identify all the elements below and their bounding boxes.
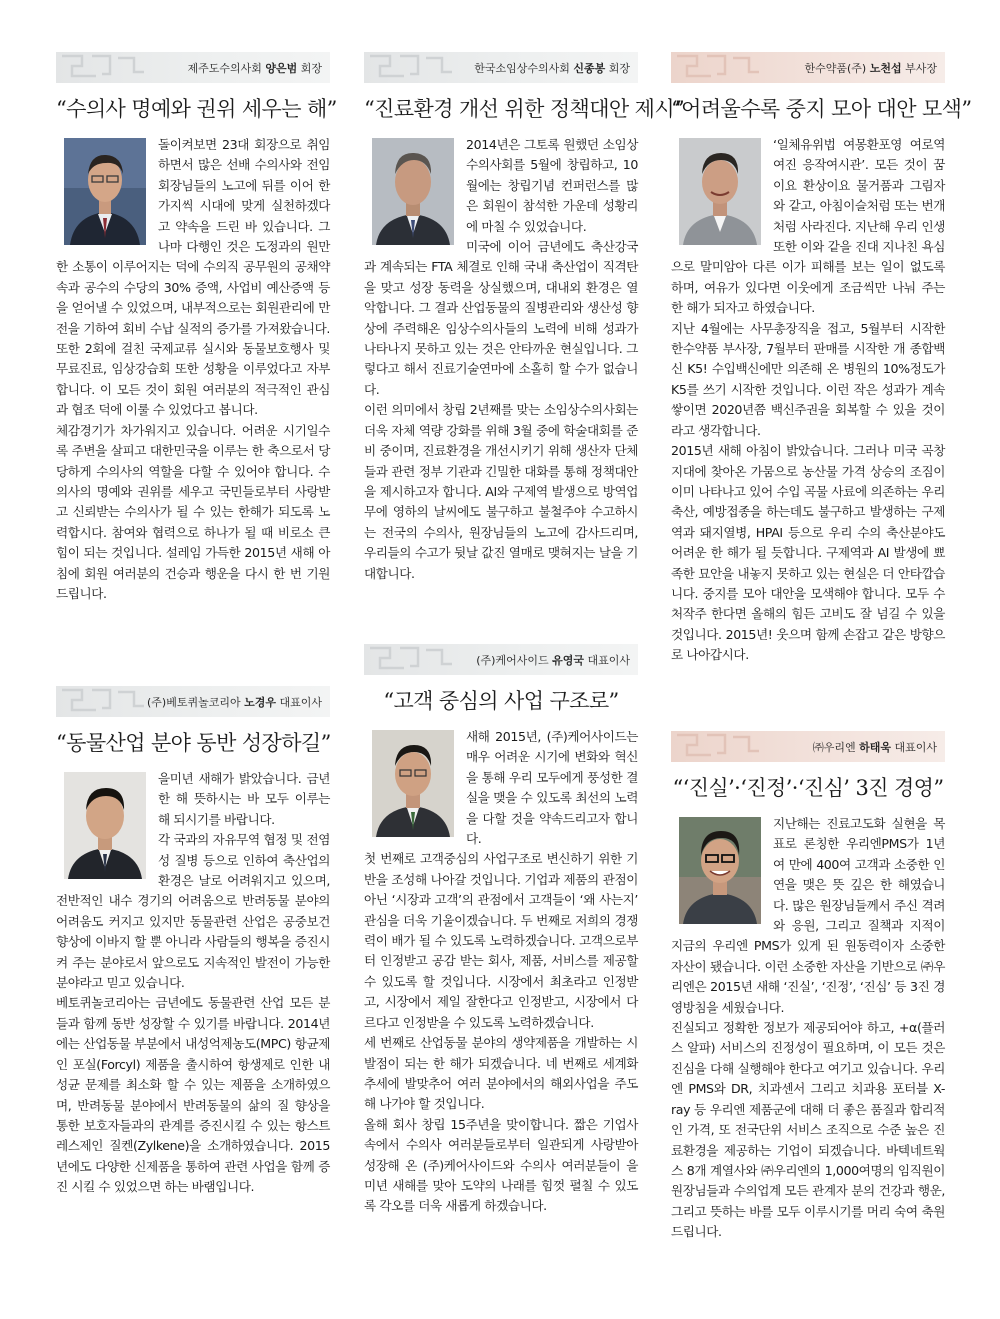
- pattern-ornament: [364, 52, 484, 83]
- article-headline: “어려울수록 중지 모아 대안 모색”: [671, 97, 972, 121]
- byline-name: 노경우: [244, 696, 276, 709]
- article-headline: “고객 중심의 사업 구조로”: [383, 689, 619, 713]
- portrait-photo: [64, 772, 146, 879]
- article-headline: “진료환경 개선 위한 정책대안 제시”: [364, 97, 685, 121]
- article-body: 을미년 새해가 밝았습니다. 금년 한 해 뜻하시는 바 모두 이루는 해 되시기를 바랍니다. 각 국과의 자유무역 협정 및 전염성 질병 등으로 인하여 축산업의 환경은 날로 어려워지고 있으며, 전반적인 내수 경기의 어려움으로 반려동물 분야의 어려움도 커지고 있지만 동물관련 산업은 공중보건 향상에 이바지 할 뿐 아니라 사람들의 행복을 증진시켜 주는 분야로서 앞으로도 지속적인 발전이 가능한 분야라고 믿고 있습니다. 베토퀴놀코리아는 금년에도 동물관련 산업 모든 분들과 함께 동반 성장할 수 있기를 바랍니다. 2014년에는 산업동물 부분에서 내성억제농도(MPC) 항균제인 포실(Forcyl) 제품을 출시하여 항생제로 인한 내성균 문제를 최소화 할 수 있는 제품을 소개하였으며, 반려동물 분야에서 반려동물의 삶의 질 향상을 통한 보호자들과의 관계를 증진시킬 수 있는 항스트레스제인 질켄(Zylkene)을 소개하였습니다. 2015년에도 다양한 신제품을 통하여 관련 사업을 함께 증진 시킬 수 있었으면 하는 바램입니다.: [56, 771, 330, 1195]
- portrait-photo: [372, 138, 454, 245]
- article-careside: [364, 644, 638, 1217]
- pattern-ornament: [671, 731, 791, 762]
- byline: [813, 739, 937, 755]
- byline-title: 대표이사: [894, 741, 937, 754]
- byline-org: ㈜우리엔: [812, 741, 856, 754]
- byline-title: 회장: [300, 62, 322, 75]
- byline-name: 하태욱: [859, 741, 891, 754]
- byline-org: (주)베토퀴놀코리아: [147, 696, 241, 709]
- byline-band: [56, 52, 330, 83]
- byline-org: 한수약품(주): [804, 62, 867, 75]
- byline-name: 신종봉: [573, 62, 606, 75]
- byline: [476, 652, 630, 668]
- byline-band: [671, 52, 945, 83]
- byline: [187, 60, 322, 76]
- byline: [474, 60, 630, 76]
- article-body: ‘일체유위법 여몽환포영 여로역여진 응작여시관’. 모든 것이 꿈이요 환상이요 물거품과 그림자와 같고, 아침이슬처럼 또는 번개처럼 사라진다. 지난해 우리 인생 또한 이와 같을 진대 지나친 욕심으로 말미암아 다른 이가 피해를 보는 일이 없도록 하며, 여유가 있다면 이웃에게 조금씩만 나눠 주는 한 해가 되자고 하였습니다. 지난 4월에는 사무총장직을 접고, 5월부터 시작한 한수약품 부사장, 7월부터 판매를 시작한 개 종합백신 K5! 수입백신에만 의존해 온 병원의 10%정도가 K5를 쓰기 시작한 것입니다. 이런 작은 성과가 계속 쌓이면 2020년쯤 백신주권을 회복할 수 있을 것이라고 생각합니다. 2015년 새해 아침이 밝았습니다. 그러나 미국 곡창지대에 찾아온 가뭄으로 농산물 가격 상승의 조짐이 이미 나타나고 있어 수입 곡물 사료에 의존하는 우리 축산, 예방접종을 하는데도 불구하고 발생하는 구제역과 돼지열병, HPAI 등으로 우리 수의 축산분야도 어려운 한 해가 될 듯합니다. 구제역과 AI 발생에 뾰족한 묘안을 내놓지 못하고 있는 현실은 더 안타깝습니다. 중지를 모아 대안을 모색해야 합니다. 모두 수처작주 한다면 올해의 힘든 고비도 잘 넘길 수 있을 것입니다. 2015년! 웃으며 함께 손잡고 같은 방향으로 나아갑시다.: [671, 137, 945, 663]
- article-cattle-vets: [364, 52, 685, 584]
- article-hansoo: [671, 52, 972, 666]
- article-body: 돌이켜보면 23대 회장으로 취임하면서 많은 선배 수의사와 전임 회장님들의 노고에 뒤를 이어 한 가지씩 시대에 맞게 실천하겠다고 약속을 드린 바 있습니다. 그나마 다행인 것은 도정과의 원만한 소통이 이루어지는 덕에 수의직 공무원의 공채약속과 공수의 수당의 30% 증액, 사업비 예산증액 등을 얻어낼 수 있었으며, 내부적으로는 회원관리에 만전을 기하여 회비 수납 실적의 증가를 가져왔습니다. 또한 2회에 걸친 국제교류 실시와 동물보호행사 및 무료진료, 임상강습회 또한 성황을 이루었다고 자부합니다. 이 모든 것이 회원 여러분의 적극적인 관심과 협조 덕에 이룰 수 있었다고 봅니다. 체감경기가 차가워지고 있습니다. 어려운 시기일수록 주변을 살피고 대한민국을 이루는 한 축으로서 당당하게 수의사의 역할을 다할 수 있어야 합니다. 수의사의 명예와 권위를 세우고 국민들로부터 사랑받고 신뢰받는 수의사가 될 수 있는 한해가 되도록 노력합시다. 참여와 협력으로 하나가 될 때 비로소 큰 힘이 되는 것입니다. 설레임 가득한 2015년 새해 아침에 회원 여러분의 건승과 행운을 다시 한 번 기원 드립니다.: [56, 137, 330, 601]
- byline-band: [364, 644, 638, 675]
- article-body: 2014년은 그토록 원했던 소임상수의사회를 5월에 창립하고, 10월에는 창립기념 컨퍼런스를 많은 회원이 참석한 가운데 성황리에 마칠 수 있었습니다. 미국에 이어 금년에도 축산강국과 계속되는 FTA 체결로 인해 국내 축산업이 직격탄을 맞고 성장 동력을 상실했으며, 대내외 환경은 열악합니다. 그 결과 산업동물의 질병관리와 생산성 향상에 주력해온 임상수의사들의 노력에 비해 성과가 나타나지 못하고 있는 것은 안타까운 현실입니다. 그렇다고 해서 진료기술연마에 소홀히 할 수가 없습니다. 이런 의미에서 창립 2년째를 맞는 소임상수의사회는 더욱 자체 역량 강화를 위해 3월 중에 학술대회를 준비 중이며, 진료환경을 개선시키기 위해 생산자 단체들과 관련 정부 기관과 긴밀한 대화를 통해 정책대안을 제시하고자 합니다. AI와 구제역 발생으로 방역업무에 영하의 날씨에도 불구하고 불철주야 수고하시는 전국의 수의사, 원장님들의 노고에 감사드리며, 우리들의 수고가 뒷날 값진 열매로 맺혀지는 날을 기대합니다.: [364, 137, 638, 581]
- byline-title: 대표이사: [279, 696, 322, 709]
- portrait-photo: [679, 138, 761, 245]
- byline-title: 대표이사: [587, 654, 630, 667]
- article-body: 지난해는 진료고도화 실현을 목표로 론칭한 우리엔PMS가 1년여 만에 400여 고객과 소중한 인연을 맺은 뜻 깊은 한 해였습니다. 많은 원장님들께서 주신 격려와 응원, 그리고 질책과 지적이 지금의 우리엔 PMS가 있게 된 원동력이자 소중한 자산이 됐습니다. 이런 소중한 자산을 기반으로 ㈜우리엔은 2015년 새해 ‘진실’, ‘진정’, ‘진심’ 등 3진 경영방침을 세웠습니다. 진실되고 정확한 정보가 제공되어야 하고, +α(플러스 알파) 서비스의 진정성이 필요하며, 이 모든 것은 진심을 다해 실행해야 한다고 여기고 있습니다. 우리엔 PMS와 DR, 치과센서 그리고 치과용 포터블 X-ray 등 우리엔 제품군에 대해 더 좋은 품질과 합리적인 가격, 또 전국단위 서비스 조직으로 수준 높은 진료환경을 제공하는 기업이 되겠습니다. 바텍네트웍스 8개 계열사와 ㈜우리엔의 1,000여명의 임직원이 원장님들과 수의업계 모든 관계자 분의 건강과 행운, 그리고 뜻하는 바를 모두 이루시기를 머리 숙여 축원 드립니다.: [671, 816, 945, 1240]
- portrait-photo: [64, 138, 146, 245]
- byline: [147, 694, 322, 710]
- byline: [805, 60, 938, 76]
- byline-name: 양은범: [265, 62, 298, 75]
- byline-band: [364, 52, 638, 83]
- article-headline: “‘진실’·‘진정’·‘진심’ 3진 경영”: [672, 776, 944, 800]
- portrait-photo: [679, 817, 761, 924]
- article-headline: “수의사 명예와 권위 세우는 해”: [56, 97, 337, 121]
- article-body: 새해 2015년, (주)케어사이드는 매우 어려운 시기에 변화와 혁신을 통해 우리 모두에게 풍성한 결실을 맺을 수 있도록 최선의 노력을 다할 것을 약속드리고자 합니다. 첫 번째로 고객중심의 사업구조로 변신하기 위한 기반을 조성해 나아갈 것입니다. 기업과 제품의 관점이 아닌 ‘시장과 고객’의 관점에서 고객들이 ‘왜 사는지’ 관심을 더욱 기울이겠습니다. 두 번째로 저희의 경쟁력이 배가 될 수 있도록 노력하겠습니다. 고객으로부터 인정받고 공감 받는 회사, 제품, 서비스를 제공할 수 있도록 할 것입니다. 시장에서 최초라고 인정받고, 시장에서 제일 잘한다고 인정받고, 시장에서 다르다고 인정받을 수 있도록 노력하겠습니다. 세 번째로 산업동물 분야의 생약제품을 개발하는 시발점이 되는 한 해가 되겠습니다. 네 번째로 세계화 추세에 발맞추어 여러 분야에서의 해외사업을 주도해 나가야 할 것입니다. 올해 회사 창립 15주년을 맞이합니다. 짧은 기업사 속에서 수의사 여러분들로부터 일관되게 사랑받아 성장해 온 (주)케어사이드와 수의사 여러분들이 을미년 새해를 맞아 도약의 나래를 힘껏 펼칠 수 있도록 각오를 더욱 새롭게 하겠습니다.: [364, 729, 638, 1214]
- byline-org: 한국소임상수의사회: [474, 62, 570, 75]
- byline-band: [56, 686, 330, 717]
- pattern-ornament: [364, 644, 484, 675]
- pattern-ornament: [671, 52, 791, 83]
- byline-org: (주)케어사이드: [476, 654, 549, 667]
- byline-name: 노천섭: [869, 62, 902, 75]
- byline-title: 부사장: [905, 62, 937, 75]
- article-headline: “동물산업 분야 동반 성장하길”: [56, 731, 331, 755]
- article-woorien: [671, 731, 945, 1243]
- byline-name: 유영국: [552, 654, 584, 667]
- byline-org: 제주도수의사회: [187, 62, 262, 75]
- article-vetoquinol: [56, 686, 330, 1198]
- portrait-photo: [372, 730, 454, 837]
- byline-title: 회장: [608, 62, 630, 75]
- article-jeju: [56, 52, 337, 604]
- pattern-ornament: [56, 52, 176, 83]
- byline-band: [671, 731, 945, 762]
